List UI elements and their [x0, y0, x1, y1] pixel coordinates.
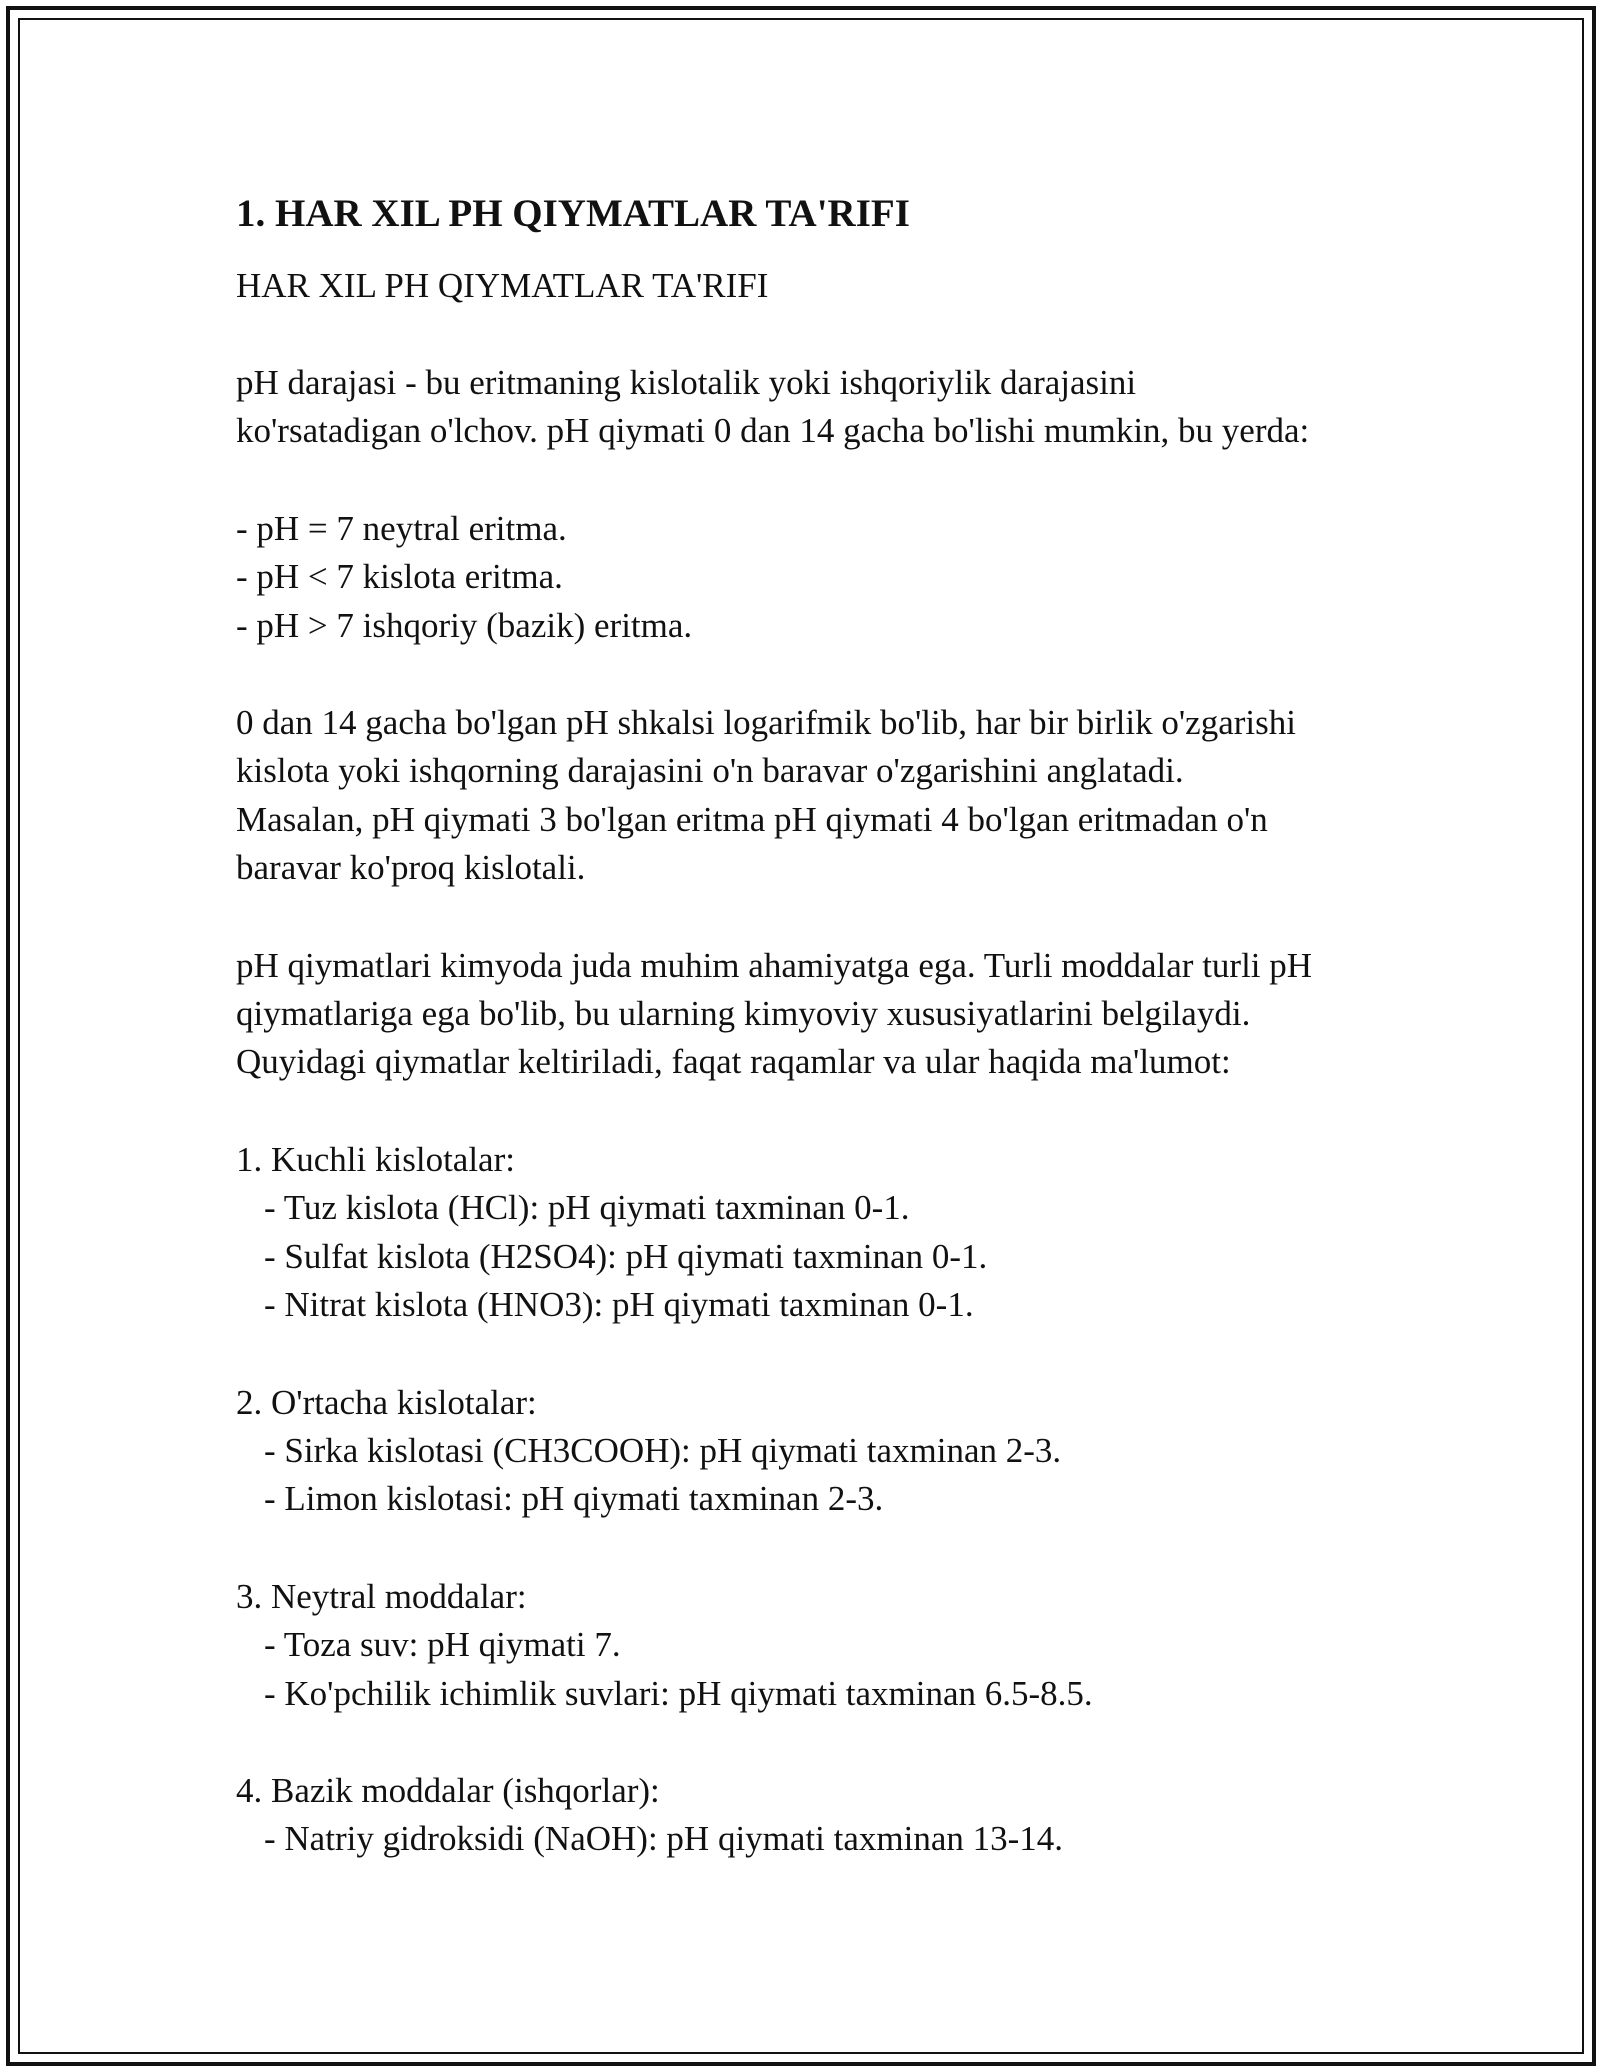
importance-line: qiymatlariga ega bo'lib, bu ularning kimyoviy xususiyatlarini belgilaydi.: [236, 994, 1251, 1034]
importance-line: Quyidagi qiymatlar keltiriladi, faqat raqamlar va ular haqida ma'lumot:: [236, 1042, 1231, 1082]
log-scale-line: 0 dan 14 gacha bo'lgan pH shkalsi logarifmik bo'lib, har bir birlik o'zgarishi: [236, 703, 1296, 743]
log-scale-line: baravar ko'proq kislotali.: [236, 848, 586, 888]
ph-scale-rules: [236, 505, 1396, 650]
document-subtitle: HAR XIL PH QIYMATLAR TA'RIFI: [236, 266, 769, 305]
category-neutral: [236, 1573, 1396, 1718]
category-medium-acids: [236, 1379, 1396, 1524]
importance-paragraph: [236, 942, 1396, 1087]
category-item: - Sirka kislotasi (CH3COOH): pH qiymati taxminan 2-3.: [264, 1430, 1062, 1470]
category-item: - Nitrat kislota (HNO3): pH qiymati taxminan 0-1.: [264, 1285, 974, 1325]
log-scale-paragraph: [236, 699, 1396, 893]
log-scale-line: kislota yoki ishqorning darajasini o'n baravar o'zgarishini anglatadi.: [236, 751, 1184, 791]
intro-paragraph: [236, 359, 1396, 456]
category-item: - Sulfat kislota (H2SO4): pH qiymati taxminan 0-1.: [264, 1236, 988, 1276]
intro-line: pH darajasi - bu eritmaning kislotalik yoki ishqoriylik darajasini: [236, 363, 1137, 402]
category-item: - Limon kislotasi: pH qiymati taxminan 2-3.: [264, 1479, 884, 1519]
rule-neutral: - pH = 7 neytral eritma.: [236, 508, 567, 548]
document-body: [236, 188, 1396, 1864]
category-bases: [236, 1767, 1396, 1864]
category-item: - Toza suv: pH qiymati 7.: [264, 1625, 621, 1665]
category-strong-acids: [236, 1136, 1396, 1330]
rule-basic: - pH > 7 ishqoriy (bazik) eritma.: [236, 605, 693, 645]
category-item: - Ko'pchilik ichimlik suvlari: pH qiymati taxminan 6.5-8.5.: [264, 1673, 1093, 1713]
category-item: - Natriy gidroksidi (NaOH): pH qiymati taxminan 13-14.: [264, 1819, 1064, 1859]
importance-line: pH qiymatlari kimyoda juda muhim ahamiyatga ega. Turli moddalar turli pH: [236, 945, 1313, 985]
category-title: 2. O'rtacha kislotalar:: [236, 1382, 537, 1422]
category-title: 4. Bazik moddalar (ishqorlar):: [236, 1770, 660, 1810]
intro-line: ko'rsatadigan o'lchov. pH qiymati 0 dan 14 gacha bo'lishi mumkin, bu yerda:: [236, 411, 1310, 451]
log-scale-line: Masalan, pH qiymati 3 bo'lgan eritma pH qiymati 4 bo'lgan eritmadan o'n: [236, 799, 1268, 839]
document-heading: 1. HAR XIL PH QIYMATLAR TA'RIFI: [236, 192, 910, 235]
category-title: 3. Neytral moddalar:: [236, 1576, 527, 1616]
category-item: - Tuz kislota (HCl): pH qiymati taxminan 0-1.: [264, 1188, 910, 1228]
category-title: 1. Kuchli kislotalar:: [236, 1139, 515, 1179]
rule-acidic: - pH < 7 kislota eritma.: [236, 557, 563, 597]
